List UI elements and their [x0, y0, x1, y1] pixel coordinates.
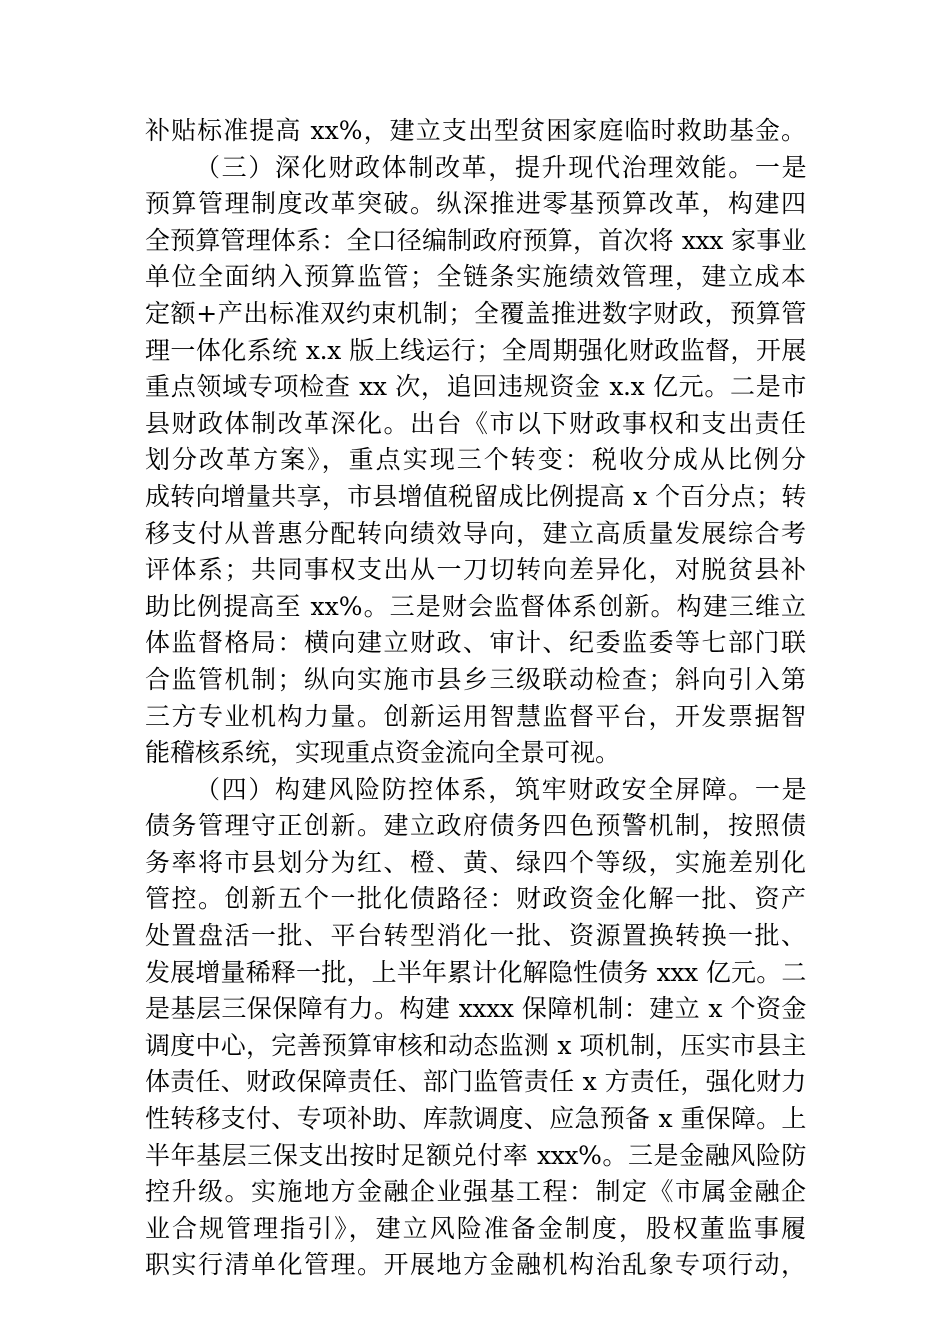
text-line: 半年基层三保支出按时足额兑付率 xxx%。三是金融风险防: [145, 1140, 806, 1170]
text-line: 控升级。实施地方金融企业强基工程：制定《市属金融企: [145, 1177, 806, 1207]
text-line: 重点领域专项检查 xx 次，追回违规资金 x.x 亿元。二是市: [145, 372, 806, 402]
section-heading-line: （四）构建风险防控体系，筑牢财政安全屏障。一是: [195, 774, 806, 804]
text-line: 补贴标准提高 xx%，建立支出型贫困家庭临时救助基金。: [145, 116, 806, 145]
text-line: 助比例提高至 xx%。三是财会监督体系创新。构建三维立: [145, 591, 806, 621]
text-line: 业合规管理指引》，建立风险准备金制度，股权董监事履: [145, 1213, 806, 1243]
text-line: 处置盘活一批、平台转型消化一批、资源置换转换一批、: [145, 921, 806, 951]
text-line: 县财政体制改革深化。出台《市以下财政事权和支出责任: [145, 408, 806, 438]
document-body: [145, 113, 806, 1284]
text-line: 职实行清单化管理。开展地方金融机构治乱象专项行动，: [145, 1250, 806, 1280]
text-line: 发展增量稀释一批，上半年累计化解隐性债务 xxx 亿元。二: [145, 957, 806, 987]
text-line: 管控。创新五个一批化债路径：财政资金化解一批、资产: [145, 884, 806, 914]
text-line: 体监督格局：横向建立财政、审计、纪委监委等七部门联: [145, 628, 806, 658]
text-line: 是基层三保保障有力。构建 xxxx 保障机制：建立 x 个资金: [145, 994, 806, 1024]
text-line: 调度中心，完善预算审核和动态监测 x 项机制，压实市县主: [145, 1030, 806, 1060]
section-heading-line: （三）深化财政体制改革，提升现代治理效能。一是: [195, 152, 806, 182]
text-line: 划分改革方案》，重点实现三个转变：税收分成从比例分: [145, 445, 806, 475]
text-line: 全预算管理体系：全口径编制政府预算，首次将 xxx 家事业: [145, 225, 806, 255]
text-line: 能稽核系统，实现重点资金流向全景可视。: [145, 738, 621, 768]
text-line: 性转移支付、专项补助、库款调度、应急预备 x 重保障。上: [145, 1104, 806, 1134]
text-line: 债务管理守正创新。建立政府债务四色预警机制，按照债: [145, 811, 806, 841]
text-line: 成转向增量共享，市县增值税留成比例提高 x 个百分点；转: [145, 481, 806, 511]
text-line: 体责任、财政保障责任、部门监管责任 x 方责任，强化财力: [145, 1067, 806, 1097]
text-line: 定额+产出标准双约束机制；全覆盖推进数字财政，预算管: [145, 298, 806, 328]
text-line: 务率将市县划分为红、橙、黄、绿四个等级，实施差别化: [145, 847, 806, 877]
text-line: 评体系；共同事权支出从一刀切转向差异化，对脱贫县补: [145, 555, 806, 585]
text-line: 理一体化系统 x.x 版上线运行；全周期强化财政监督，开展: [145, 335, 806, 365]
text-line: 移支付从普惠分配转向绩效导向，建立高质量发展综合考: [145, 518, 806, 548]
text-line: 预算管理制度改革突破。纵深推进零基预算改革，构建四: [145, 189, 806, 219]
text-line: 合监管机制；纵向实施市县乡三级联动检查；斜向引入第: [145, 664, 806, 694]
text-line: 单位全面纳入预算监管；全链条实施绩效管理，建立成本: [145, 262, 806, 292]
text-line: 三方专业机构力量。创新运用智慧监督平台，开发票据智: [145, 701, 806, 731]
